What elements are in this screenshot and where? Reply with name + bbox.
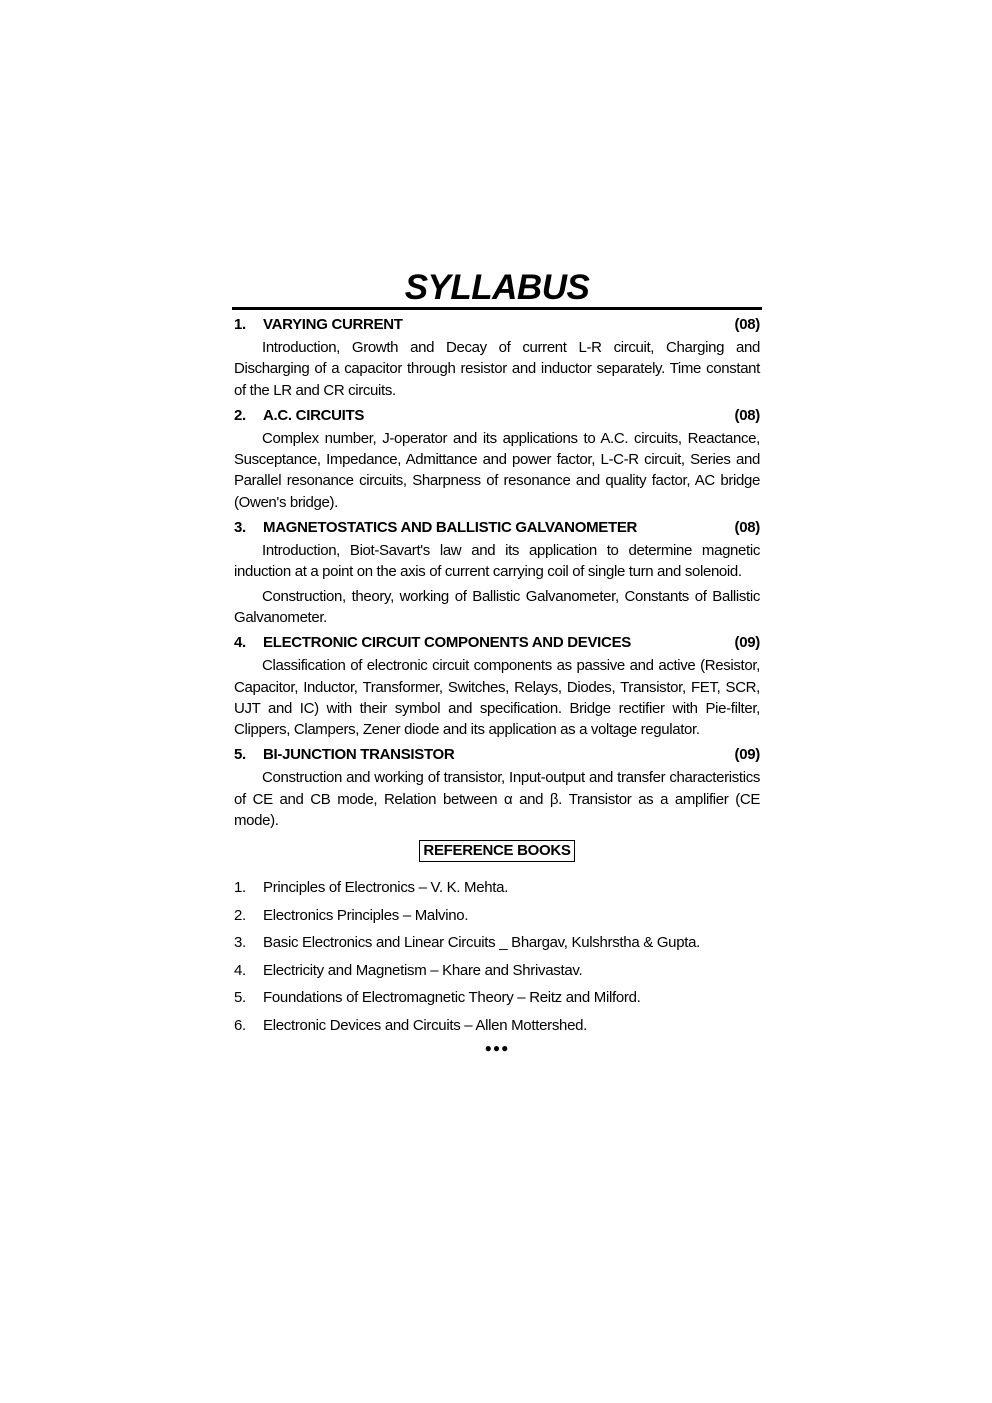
reference-number: 4. (234, 961, 246, 979)
section-paragraph: Construction, theory, working of Ballistic Galvanometer, Constants of Ballistic Galvanometer. (234, 587, 760, 626)
reference-number: 3. (234, 934, 246, 952)
section-number: 5. (234, 746, 246, 764)
reference-text: Electronic Devices and Circuits – Allen Mottershed. (263, 1016, 588, 1034)
section-hours: (08) (734, 519, 760, 537)
reference-number: 6. (234, 1016, 246, 1034)
section-hours: (09) (734, 634, 760, 652)
section-1 (234, 314, 760, 401)
reference-number: 1. (234, 879, 246, 897)
section-heading (234, 744, 760, 765)
section-number: 3. (234, 519, 246, 537)
reference-item (234, 929, 760, 957)
reference-list (234, 874, 760, 1039)
reference-item (234, 984, 760, 1012)
reference-heading-wrap (234, 840, 760, 862)
section-heading (234, 405, 760, 426)
section-number: 1. (234, 316, 246, 333)
section-hours: (08) (734, 406, 760, 424)
end-mark-dots-icon: ●●● (484, 1041, 510, 1056)
title-rule (232, 307, 762, 310)
section-name: MAGNETOSTATICS AND BALLISTIC GALVANOMETER (263, 519, 638, 537)
section-name: A.C. CIRCUITS (263, 406, 365, 424)
section-4 (234, 632, 760, 740)
section-paragraph: Classification of electronic circuit components as passive and active (Resistor, Capacitor, Inductor, Transformer, Switches, Relays, Diodes, Transistor, FET, SCR, UJT and IC) with their symbol and specification. Bridge rectifier with Pie-filter, Clippers, Clampers, Zener diode and its application as a voltage regulator. (234, 657, 760, 739)
reference-item (234, 874, 760, 902)
section-name: ELECTRONIC CIRCUIT COMPONENTS AND DEVICES (263, 634, 631, 652)
section-hours: (08) (734, 316, 760, 333)
reference-item (234, 957, 760, 985)
section-heading (234, 314, 760, 335)
section-paragraph: Construction and working of transistor, Input-output and transfer characteristics of CE and CB mode, Relation between α and β. Transistor as a amplifier (CE mode). (234, 769, 760, 830)
reference-text: Electricity and Magnetism – Khare and Shrivastav. (263, 961, 583, 979)
reference-item (234, 1012, 760, 1040)
section-paragraph: Complex number, J-operator and its applications to A.C. circuits, Reactance, Susceptance, Impedance, Admittance and power factor, L-C-R circuit, Series and Parallel resonance circuits, Sharpness of resonance and quality factor, AC bridge (Owen's bridge). (234, 429, 760, 511)
section-number: 2. (234, 406, 246, 424)
reference-text: Electronics Principles – Malvino. (263, 906, 469, 924)
section-paragraph: Introduction, Growth and Decay of current L-R circuit, Charging and Discharging of a capacitor through resistor and inductor separately. Time constant of the LR and CR circuits. (234, 339, 760, 399)
section-2 (234, 405, 760, 513)
section-hours: (09) (734, 746, 760, 764)
reference-number: 5. (234, 989, 246, 1007)
section-heading (234, 632, 760, 653)
section-heading (234, 517, 760, 538)
reference-item (234, 902, 760, 930)
reference-text: Basic Electronics and Linear Circuits _ Bhargav, Kulshrstha & Gupta. (263, 934, 701, 952)
section-5 (234, 744, 760, 831)
section-3 (234, 517, 760, 628)
section-number: 4. (234, 634, 246, 652)
reference-text: Principles of Electronics – V. K. Mehta. (263, 879, 509, 897)
section-name: VARYING CURRENT (263, 316, 403, 333)
page-title: SYLLABUS (404, 268, 590, 307)
syllabus-page (234, 266, 760, 1055)
reference-number: 2. (234, 906, 246, 924)
reference-books-heading: REFERENCE BOOKS (419, 840, 574, 862)
reference-text: Foundations of Electromagnetic Theory – Reitz and Milford. (263, 989, 641, 1007)
section-paragraph: Introduction, Biot-Savart's law and its application to determine magnetic induction at a point on the axis of current carrying coil of single turn and solenoid. (234, 542, 760, 581)
section-name: BI-JUNCTION TRANSISTOR (263, 746, 455, 764)
